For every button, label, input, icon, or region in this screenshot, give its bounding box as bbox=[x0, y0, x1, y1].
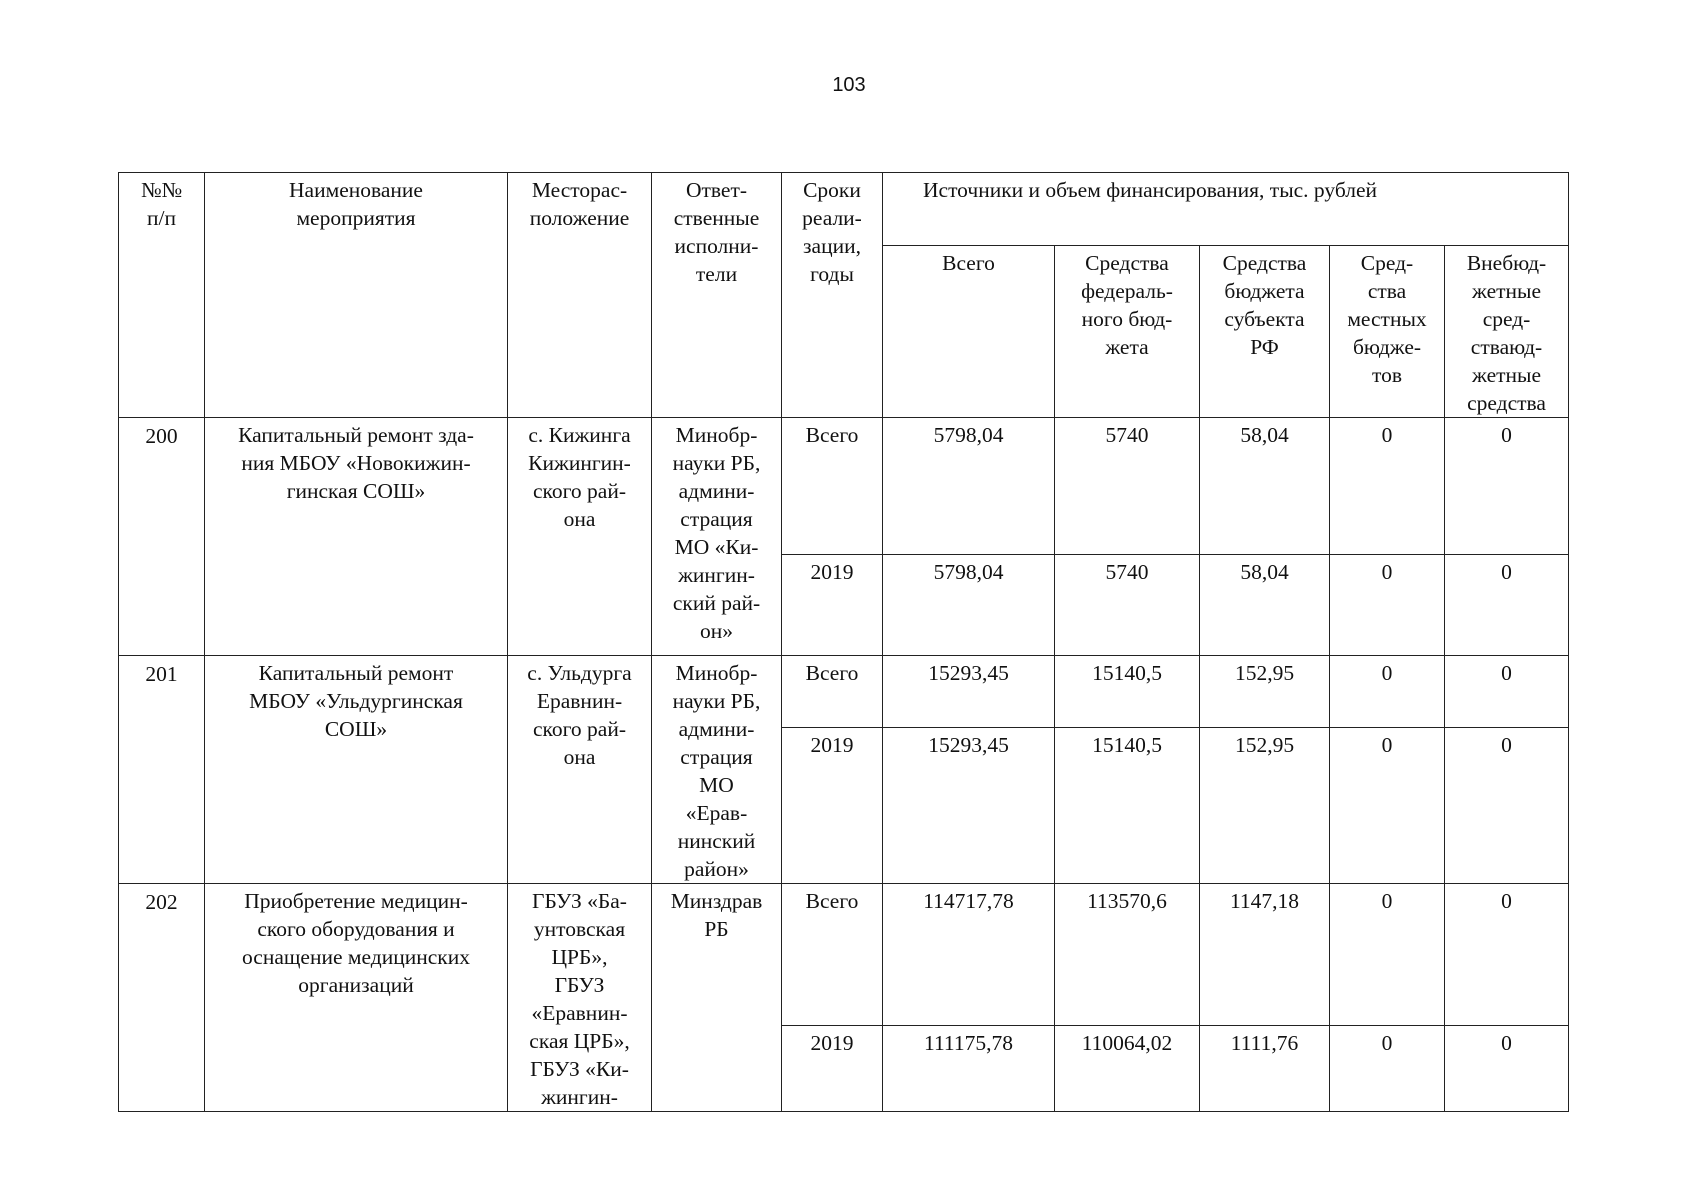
table-row bbox=[119, 884, 1569, 1026]
row-extra: 0 bbox=[1445, 555, 1569, 656]
row-regional: 58,04 bbox=[1200, 418, 1330, 555]
row-name: Капитальный ремонт МБОУ «Ульдургинская СОШ» bbox=[205, 656, 508, 884]
row-regional: 58,04 bbox=[1200, 555, 1330, 656]
header-local: Сред- ства местных бюдже- тов bbox=[1330, 246, 1445, 418]
row-local: 0 bbox=[1330, 555, 1445, 656]
row-num: 200 bbox=[119, 418, 205, 656]
row-executors: Минздрав РБ bbox=[652, 884, 782, 1112]
row-extra: 0 bbox=[1445, 884, 1569, 1026]
row-period: Всего bbox=[782, 418, 883, 555]
financing-table bbox=[118, 172, 1569, 1112]
row-regional: 1147,18 bbox=[1200, 884, 1330, 1026]
row-period: 2019 bbox=[782, 727, 883, 883]
row-regional: 152,95 bbox=[1200, 727, 1330, 883]
row-federal: 5740 bbox=[1055, 555, 1200, 656]
row-federal: 113570,6 bbox=[1055, 884, 1200, 1026]
row-location: с. Ульдурга Еравнин- ского рай- она bbox=[508, 656, 652, 884]
row-federal: 110064,02 bbox=[1055, 1026, 1200, 1112]
row-regional: 1111,76 bbox=[1200, 1026, 1330, 1112]
row-num: 202 bbox=[119, 884, 205, 1112]
header-num: №№ п/п bbox=[119, 173, 205, 418]
page-number: 103 bbox=[832, 74, 866, 96]
row-local: 0 bbox=[1330, 1026, 1445, 1112]
row-period: Всего bbox=[782, 656, 883, 728]
header-period: Сроки реали- зации, годы bbox=[782, 173, 883, 418]
row-regional: 152,95 bbox=[1200, 656, 1330, 728]
row-federal: 15140,5 bbox=[1055, 727, 1200, 883]
header-federal: Средства федераль- ного бюд- жета bbox=[1055, 246, 1200, 418]
header-regional: Средства бюджета субъекта РФ bbox=[1200, 246, 1330, 418]
row-period: Всего bbox=[782, 884, 883, 1026]
row-local: 0 bbox=[1330, 656, 1445, 728]
row-total: 114717,78 bbox=[883, 884, 1055, 1026]
row-executors: Минобр- науки РБ, админи- страция МО «Ки- жингин- ский рай- он» bbox=[652, 418, 782, 656]
row-federal: 5740 bbox=[1055, 418, 1200, 555]
row-total: 5798,04 bbox=[883, 555, 1055, 656]
row-federal: 15140,5 bbox=[1055, 656, 1200, 728]
row-period: 2019 bbox=[782, 555, 883, 656]
row-location: ГБУЗ «Ба- унтовская ЦРБ», ГБУЗ «Еравнин- ская ЦРБ», ГБУЗ «Ки- жингин- bbox=[508, 884, 652, 1112]
row-total: 111175,78 bbox=[883, 1026, 1055, 1112]
row-period: 2019 bbox=[782, 1026, 883, 1112]
row-name: Капитальный ремонт зда- ния МБОУ «Новокижин- гинская СОШ» bbox=[205, 418, 508, 656]
row-total: 5798,04 bbox=[883, 418, 1055, 555]
table-row bbox=[119, 656, 1569, 728]
row-extra: 0 bbox=[1445, 1026, 1569, 1112]
row-local: 0 bbox=[1330, 418, 1445, 555]
row-num: 201 bbox=[119, 656, 205, 884]
row-local: 0 bbox=[1330, 727, 1445, 883]
row-executors: Минобр- науки РБ, админи- страция МО «Ерав- нинский район» bbox=[652, 656, 782, 884]
row-total: 15293,45 bbox=[883, 656, 1055, 728]
header-executors: Ответ- ственные исполни- тели bbox=[652, 173, 782, 418]
header-extra: Внебюд- жетные сред- стваюд- жетные средства bbox=[1445, 246, 1569, 418]
row-extra: 0 bbox=[1445, 418, 1569, 555]
header-total: Всего bbox=[883, 246, 1055, 418]
row-name: Приобретение медицин- ского оборудования и оснащение медицинских организаций bbox=[205, 884, 508, 1112]
row-location: с. Кижинга Кижингин- ского рай- она bbox=[508, 418, 652, 656]
row-total: 15293,45 bbox=[883, 727, 1055, 883]
table-row bbox=[119, 418, 1569, 555]
row-extra: 0 bbox=[1445, 656, 1569, 728]
header-name: Наименование мероприятия bbox=[205, 173, 508, 418]
header-funding: Источники и объем финансирования, тыс. рублей bbox=[883, 173, 1569, 246]
header-location: Месторас- положение bbox=[508, 173, 652, 418]
row-local: 0 bbox=[1330, 884, 1445, 1026]
row-extra: 0 bbox=[1445, 727, 1569, 883]
